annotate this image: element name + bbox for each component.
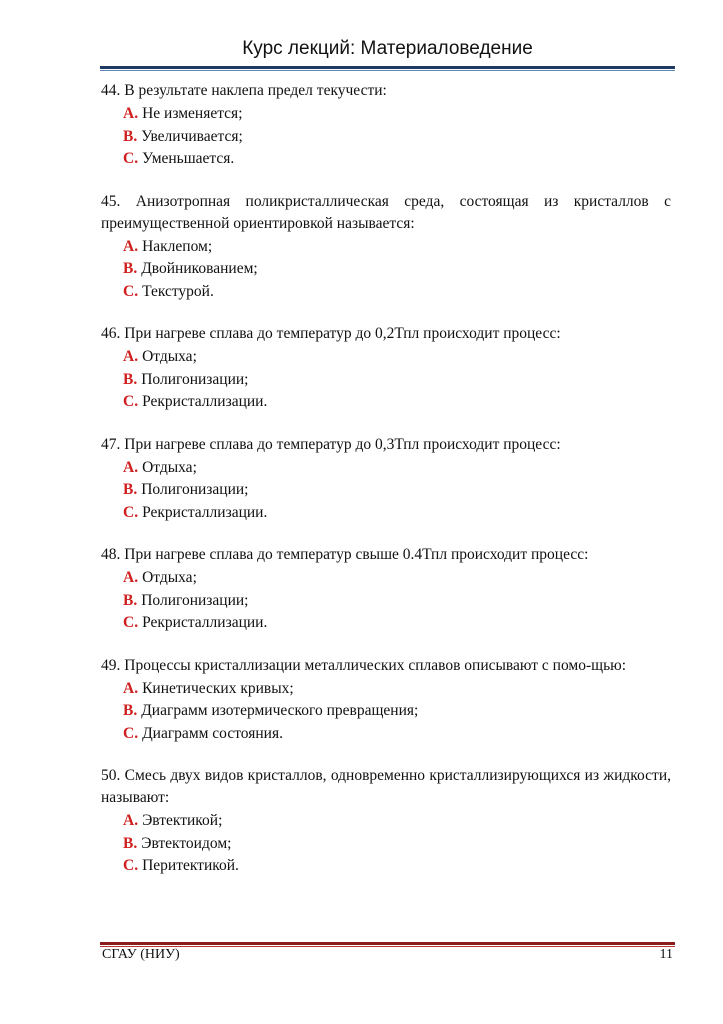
question-text: 50. Смесь двух видов кристаллов, одновременно кристаллизирующихся из жидкости, называют: — [101, 767, 671, 806]
answer-option — [123, 391, 671, 414]
footer-institution: СГАУ (НИУ) — [102, 947, 180, 962]
answer-option — [123, 833, 671, 856]
page-number: 11 — [659, 947, 673, 962]
question-text: 49. Процессы кристаллизации металлических сплавов описывают с помо-щью: — [101, 656, 627, 674]
answer-option — [123, 457, 671, 480]
option-text: Диаграмм состояния. — [142, 724, 283, 742]
question-item — [101, 434, 671, 525]
option-letter: B. — [123, 834, 138, 852]
option-letter: C. — [123, 614, 139, 631]
answer-option — [123, 723, 671, 746]
option-text: Рекристаллизации. — [142, 614, 268, 631]
answer-option — [123, 148, 671, 171]
option-text: Увеличивается; — [141, 127, 243, 145]
option-letter: C. — [123, 282, 139, 300]
answer-options — [123, 346, 671, 414]
option-letter: A. — [123, 348, 139, 365]
option-letter: B. — [123, 260, 138, 277]
option-text: Полигонизации; — [141, 370, 249, 388]
option-text: Диаграмм изотермического превращения; — [141, 702, 419, 719]
question-item — [101, 191, 671, 304]
question-item — [101, 655, 671, 746]
option-letter: A. — [123, 237, 139, 255]
question-text: 44. В результате наклепа предел текучести: — [101, 82, 387, 99]
option-letter: C. — [123, 724, 139, 742]
option-text: Полигонизации; — [141, 591, 249, 609]
option-letter: A. — [123, 458, 139, 476]
option-letter: C. — [123, 857, 139, 874]
answer-options — [123, 103, 671, 171]
answer-option — [123, 258, 671, 281]
option-letter: B. — [123, 591, 138, 609]
answer-option — [123, 236, 671, 259]
page-title: Курс лекций: Материаловедение — [242, 38, 533, 59]
answer-option — [123, 479, 671, 502]
answer-options — [123, 678, 671, 746]
option-letter: C. — [123, 503, 139, 521]
option-letter: A. — [123, 569, 139, 586]
option-letter: A. — [123, 105, 139, 122]
option-letter: B. — [123, 481, 138, 498]
question-item — [101, 323, 671, 414]
option-text: Уменьшается. — [142, 150, 235, 167]
answer-option — [123, 502, 671, 525]
question-item — [101, 544, 671, 635]
option-letter: A. — [123, 812, 139, 829]
answer-options — [123, 457, 671, 525]
option-text: Наклепом; — [142, 237, 213, 255]
option-text: Двойникованием; — [141, 260, 258, 277]
answer-option — [123, 855, 671, 878]
answer-option — [123, 369, 671, 392]
header-rule — [100, 66, 675, 69]
answer-options — [123, 810, 671, 878]
answer-option — [123, 281, 671, 304]
question-list — [101, 80, 671, 898]
option-letter: A. — [123, 679, 139, 697]
option-text: Отдыха; — [142, 458, 197, 476]
option-text: Полигонизации; — [141, 481, 249, 498]
answer-option — [123, 612, 671, 635]
question-text: 48. При нагреве сплава до температур свыше 0.4Тпл происходит процесс: — [101, 546, 589, 563]
option-text: Эвтектоидом; — [141, 834, 232, 852]
answer-option — [123, 103, 671, 126]
header-rule-thin — [100, 70, 675, 71]
option-letter: B. — [123, 127, 138, 145]
answer-option — [123, 126, 671, 149]
question-text: 47. При нагреве сплава до температур до 0,3Тпл происходит процесс: — [101, 435, 561, 453]
footer-rule — [100, 942, 675, 945]
option-text: Эвтектикой; — [142, 812, 223, 829]
option-letter: C. — [123, 150, 139, 167]
answer-option — [123, 678, 671, 701]
question-text: 45. Анизотропная поликристаллическая среда, состоящая из кристаллов с преимущественной ориентировкой называется: — [101, 192, 671, 232]
answer-options — [123, 567, 671, 635]
option-text: Перитектикой. — [142, 857, 239, 874]
option-letter: C. — [123, 393, 139, 410]
option-letter: B. — [123, 370, 138, 388]
question-item — [101, 765, 671, 878]
option-text: Отдыха; — [142, 348, 197, 365]
answer-option — [123, 700, 671, 723]
option-letter: B. — [123, 702, 138, 719]
question-text: 46. При нагреве сплава до температур до 0,2Тпл происходит процесс: — [101, 325, 561, 342]
option-text: Рекристаллизации. — [142, 503, 268, 521]
answer-option — [123, 346, 671, 369]
footer-rule-thin — [100, 946, 675, 947]
option-text: Не изменяется; — [142, 105, 243, 122]
option-text: Текстурой. — [142, 282, 214, 300]
option-text: Рекристаллизации. — [142, 393, 268, 410]
answer-option — [123, 567, 671, 590]
option-text: Отдыха; — [142, 569, 197, 586]
question-item — [101, 80, 671, 171]
answer-options — [123, 236, 671, 304]
answer-option — [123, 810, 671, 833]
answer-option — [123, 590, 671, 613]
option-text: Кинетических кривых; — [142, 679, 294, 697]
